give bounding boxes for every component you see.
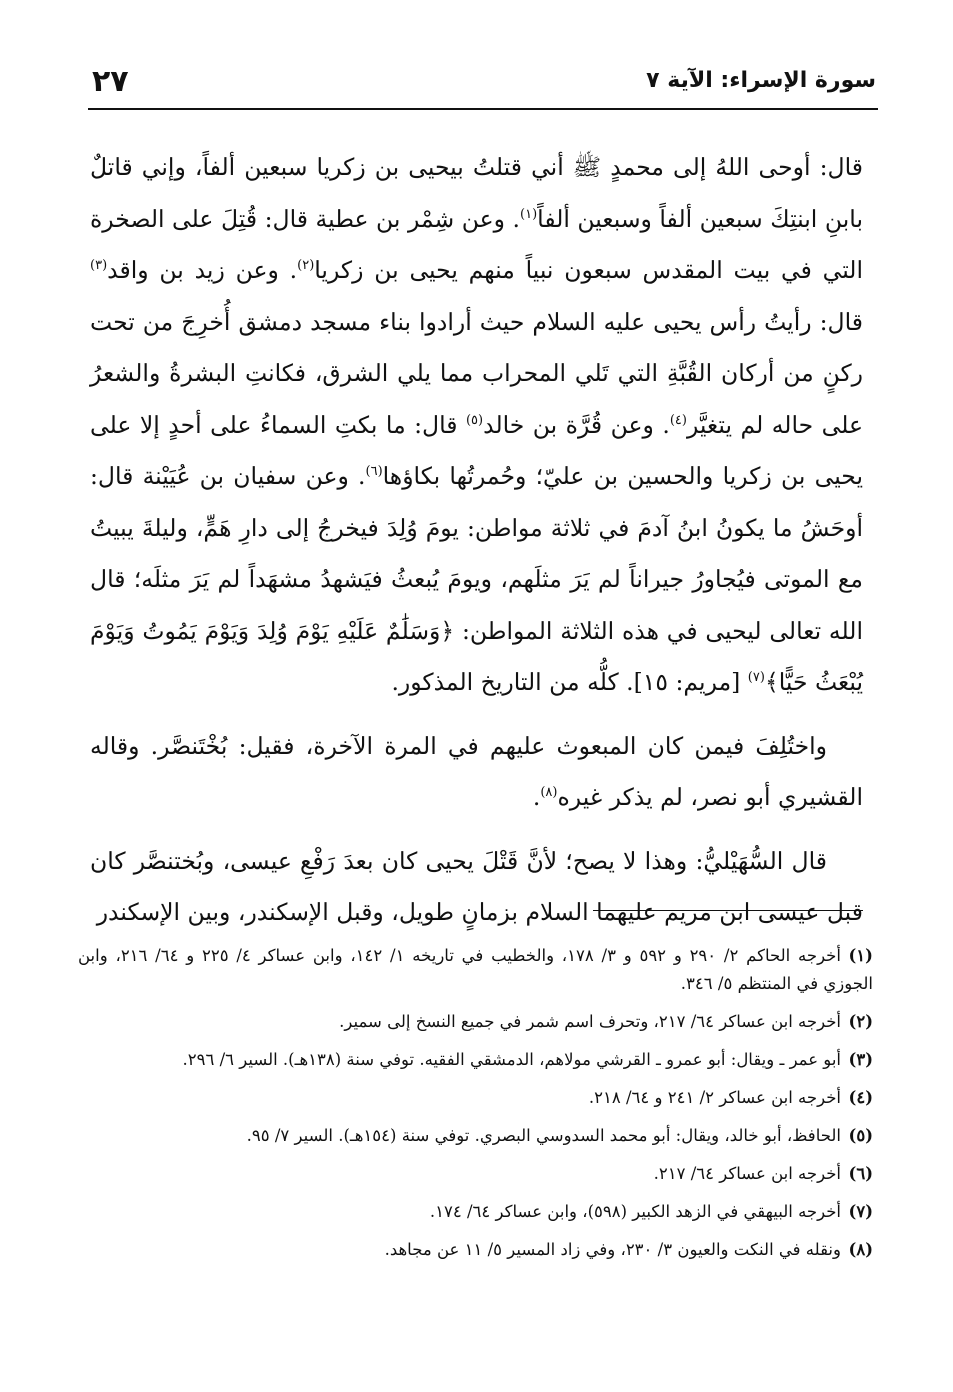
footnote-ref-8[interactable]: (٨) [540,785,558,801]
footnote-ref-7[interactable]: (٧) [747,670,765,686]
footnote-ref-6[interactable]: (٦) [365,464,383,480]
footnote-2: (٢)أخرجه ابن عساكر ٦٤/ ٢١٧، وتحرف اسم شمر في جميع النسخ إلى سمير. [339,1012,873,1031]
footnote-5: (٥)الحافظ، أبو خالد، ويقال: أبو محمد السدوسي البصري. توفي سنة (١٥٤هـ). السير ٧/ ٩٥. [246,1126,873,1145]
footnotes [78,942,873,1274]
main-text [90,142,863,939]
footnote-4: (٤)أخرجه ابن عساكر ٢/ ٢٤١ و ٦٤/ ٢١٨. [588,1088,873,1107]
page-header [88,62,878,110]
footnote-8: (٨)ونقله في النكت والعيون ٣/ ٢٣٠، وفي زاد المسير ٥/ ١١ عن مجاهد. [384,1240,873,1259]
footnote-ref-5[interactable]: (٥) [465,412,484,428]
paragraph-1: قال: أوحى اللهُ إلى محمدٍ ﷺ أني قتلتُ بيحيى بن زكريا سبعين ألفاً، وإني قاتلٌ بابنِ ابنتِكَ سبعين ألفاً وسبعين ألفاً$^{(١)}$. وعن شِمْر بن عطية قال: قُتِلَ على الصخرة التي في بيت المقدس سبعون نبياً منهم يحيى بن زكريا$^{(٢)}$. وعن زيد بن واقد$^{(٣)}$ قال: رأيتُ رأس يحيى عليه السلام حيث أرادوا بناء مسجد دمشق أُخرِجَ من تحت ركنٍ من أركان القُبَّةِ التي تَلي المحراب مما يلي الشرق، فكانتِ البشرةُ والشعرُ على حاله لم يتغيَّر$^{(٤)}$. وعن قُرَّة بن خالد$^{(٥)}$ قال: ما بكتِ السماءُ على أحدٍ إلا على يحيى بن زكريا والحسين بن عليّ؛ وحُمرتُها بكاؤها$^{(٦)}$. وعن سفيان بن عُيَيْنة قال: أوحَشُ ما يكونُ ابنُ آدمَ في ثلاثة مواطن: يومَ وُلِدَ فيخرجُ إلى دارِ هَمٍّ، وليلةَ يبيتُ مع الموتى فيُجاورُ جيراناً لم يَرَ مثلَهم، ويومَ يُبعثُ فيَشهدُ مشهَداً لم يَرَ مثلَه؛ قال الله تعالى ليحيى في هذه الثلاثة المواطن: ﴿وَسَلَٰمٌ عَلَيْهِ يَوْمَ وُلِدَ وَيَوْمَ يَمُوتُ وَيَوْمَ يُبْعَثُ حَيًّا﴾$^{(٧)}$ [مريم: ١٥]. كلُّه من التاريخ المذكور. [90,153,863,696]
footnote-ref-1[interactable]: (١) [520,206,538,222]
page-number: ٢٧ [92,64,129,99]
running-title: سورة الإسراء: الآية ٧ [646,68,876,93]
footnote-3: (٣)أبو عمر ـ ويقال: أبو عمرو ـ القرشي مولاهم، الدمشقي الفقيه. توفي سنة (١٣٨هـ). السير ٦/ ٢٩٦. [182,1050,873,1069]
footnote-ref-4[interactable]: (٤) [669,412,687,428]
footnote-ref-3[interactable]: (٣) [90,258,108,274]
footnote-6: (٦)أخرجه ابن عساكر ٦٤/ ٢١٧. [653,1164,873,1183]
footnote-1: (١)أخرجه الحاكم ٢/ ٢٩٠ و ٥٩٢ و ٣/ ١٧٨، والخطيب في تاريخه ١/ ١٤٢، وابن عساكر ٤/ ٢٢٥ و ٦٤/ ٢١٦، وابن الجوزي في المنتظم ٥/ ٣٤٦. [78,946,873,993]
footnote-ref-2[interactable]: (٢) [297,258,315,274]
paragraph-2: واختُلِفَ فيمن كان المبعوث عليهم في المرة الآخرة، فقيل: بُخْتَنصَّر. وقاله القشيري أبو نصر، لم يذكر غيره$^{(٨)}$. [90,731,863,811]
footnote-separator [593,910,863,911]
paragraph-3: قال السُّهَيْليُّ: وهذا لا يصح؛ لأنَّ قَتْلَ يحيى كان بعدَ رَفْعِ عيسى، وبُختنصَّر كان قبل عيسى ابن مريم عليهما السلام بزمانٍ طويل، وقبل الإسكندر، وبين الإسكندر [90,846,863,926]
footnote-7: (٧)أخرجه البيهقي في الزهد الكبير (٥٩٨)، وابن عساكر ٦٤/ ١٧٤. [429,1202,873,1221]
